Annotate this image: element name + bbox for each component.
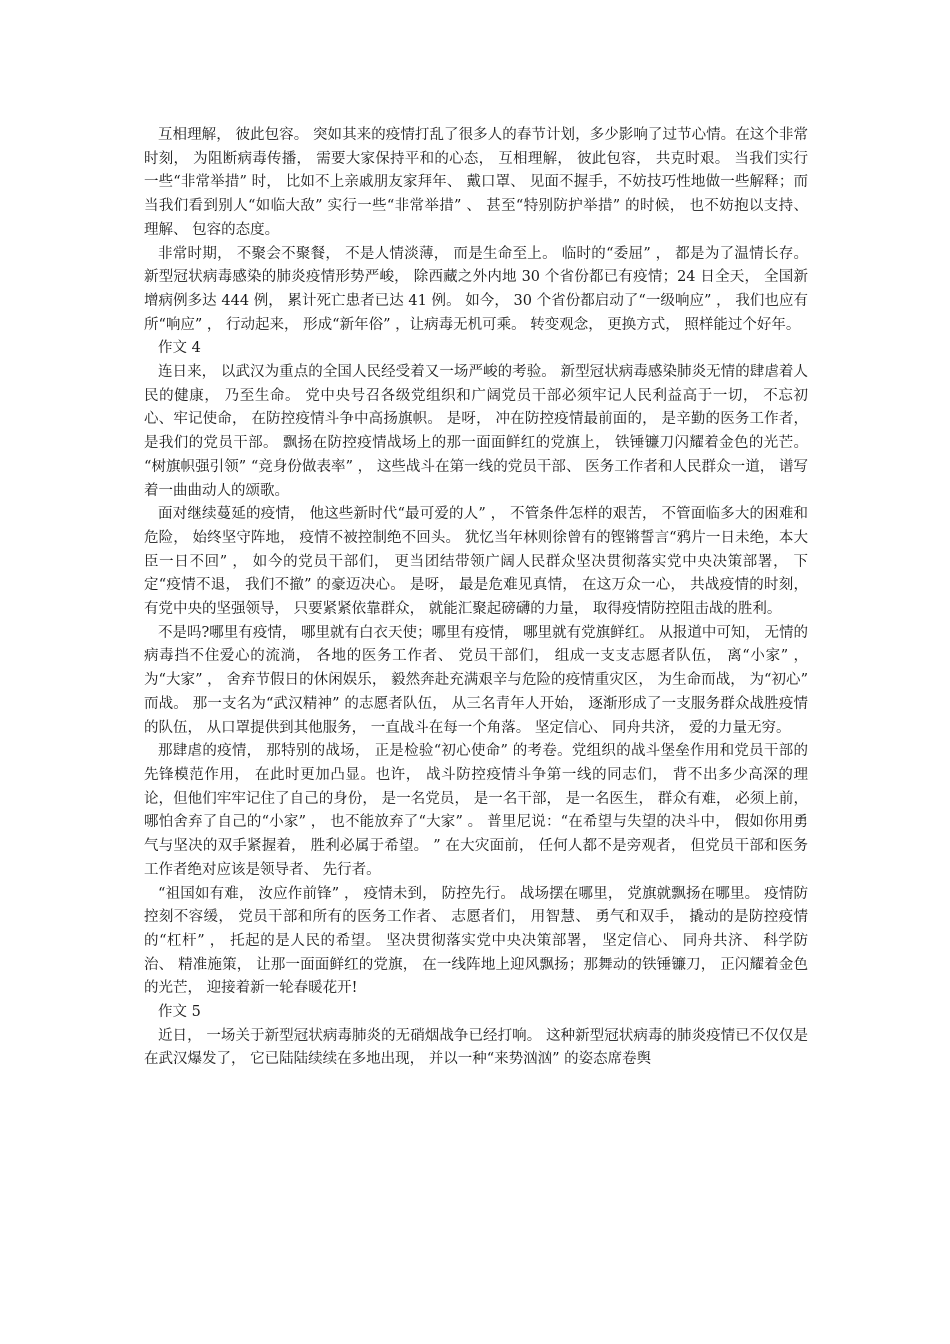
paragraph: 近日， 一场关于新型冠状病毒肺炎的无硝烟战争已经打响。 这种新型冠状病毒的肺炎疫情已不仅仅是在武汉爆发了， 它已陆陆续续在多地出现， 并以一种“来势汹汹” 的姿态席卷舆 bbox=[144, 1027, 808, 1068]
section-heading-essay-5: 作文 5 bbox=[158, 1004, 201, 1021]
paragraph: 不是吗?哪里有疫情， 哪里就有白衣天使；哪里有疫情， 哪里就有党旗鲜红。 从报道中可知， 无情的病毒挡不住爱心的流淌， 各地的医务工作者、 党员干部们， 组成一支支志愿者队伍， 离“小家” ， 为“大家” ， 舍弃节假日的休闲娱乐， 毅然奔赴充满艰辛与危险的疫情重灾区， 为生命而战， 为“初心” 而战。 那一支名为“武汉精神” 的志愿者队伍， 从三名青年人开始， 逐渐形成了一支服务群众战胜疫情的队伍， 从口罩提供到其他服务， 一直战斗在每一个角落。 坚定信心、 同舟共济， 爱的力量无穷。 bbox=[144, 624, 808, 736]
paragraph: 连日来， 以武汉为重点的全国人民经受着又一场严峻的考验。 新型冠状病毒感染肺炎无情的肆虐着人民的健康， 乃至生命。 党中央号召各级党组织和广阔党员干部必须牢记人民利益高于一切， 不忘初心、牢记使命， 在防控疫情斗争中高扬旗帜。 是呀， 冲在防控疫情最前面的， 是辛勤的医务工作者， 是我们的党员干部。 飘扬在防控疫情战场上的那一面面鲜红的党旗上， 铁锤镰刀闪耀着金色的光芒。 “树旗帜强引领” “竞身份做表率” ， 这些战斗在第一线的党员干部、 医务工作者和人民群众一道， 谱写着一曲曲动人的颂歌。 bbox=[144, 364, 808, 499]
section-heading-essay-4: 作文 4 bbox=[158, 340, 201, 357]
paragraph: 非常时期， 不聚会不聚餐， 不是人情淡薄， 而是生命至上。 临时的“委屈” ， 都是为了温情长存。 新型冠状病毒感染的肺炎疫情形势严峻， 除西藏之外内地 30 个省份都已有疫情；24 日全天， 全国新增病例多达 444 例， 累计死亡患者已达 41 例。 如今， 30 个省份都启动了“一级响应” ， 我们也应有所“响应” ， 行动起来， 形成“新年俗” ，让病毒无机可乘。 转变观念， 更换方式， 照样能过个好年。 bbox=[144, 245, 808, 333]
paragraph: 面对继续蔓延的疫情， 他这些新时代“最可爱的人” ， 不管条件怎样的艰苦， 不管面临多大的困难和危险， 始终坚守阵地， 疫情不被控制绝不回头。 犹忆当年林则徐曾有的铿锵誓言“鸦片一日未绝，本大臣一日不回” ， 如今的党员干部们， 更当团结带领广阔人民群众坚决贯彻落实党中央决策部署， 下定“疫情不退， 我们不撤” 的豪迈决心。 是呀， 最是危难见真情， 在这万众一心， 共战疫情的时刻， 有党中央的坚强领导， 只要紧紧依靠群众， 就能汇聚起磅礴的力量， 取得疫情防控阻击战的胜利。 bbox=[144, 506, 808, 618]
paragraph: 互相理解， 彼此包容。 突如其来的疫情打乱了很多人的春节计划，多少影响了过节心情。在这个非常时刻， 为阻断病毒传播， 需要大家保持平和的心态， 互相理解， 彼此包容， 共克时艰。 当我们实行一些“非常举措” 时， 比如不上亲戚朋友家拜年、 戴口罩、 见面不握手，不妨技巧性地做一些解释；而当我们看到别人“如临大敌” 实行一些“非常举措” 、 甚至“特别防护举措” 的时候， 也不妨抱以支持、 理解、 包容的态度。 bbox=[144, 127, 808, 238]
paragraph: “祖国如有难， 汝应作前锋” ， 疫情未到， 防控先行。 战场摆在哪里， 党旗就飘扬在哪里。 疫情防控刻不容缓， 党员干部和所有的医务工作者、 志愿者们， 用智慧、 勇气和双手， 撬动的是防控疫情的“杠杆” ， 托起的是人民的希望。 坚决贯彻落实党中央决策部署， 坚定信心、 同舟共济、 科学防治、 精准施策， 让那一面面鲜红的党旗， 在一线阵地上迎风飘扬；那舞动的铁锤镰刀， 正闪耀着金色的光芒， 迎接着新一轮春暖花开! bbox=[144, 885, 808, 997]
document-body bbox=[144, 124, 808, 1072]
paragraph: 那肆虐的疫情， 那特别的战场， 正是检验“初心使命” 的考卷。党组织的战斗堡垒作用和党员干部的先锋模范作用， 在此时更加凸显。也许， 战斗防控疫情斗争第一线的同志们， 背不出多少高深的理论，但他们牢牢记住了自己的身份， 是一名党员， 是一名干部， 是一名医生， 群众有难， 必须上前， 哪怕舍弃了自己的“小家” ， 也不能放弃了“大家” 。 普里尼说：“在希望与失望的决斗中， 假如你用勇气与坚决的双手紧握着， 胜利必属于希望。 ” 在大灾面前， 任何人都不是旁观者， 但党员干部和医务工作者绝对应该是领导者、 先行者。 bbox=[144, 743, 808, 878]
